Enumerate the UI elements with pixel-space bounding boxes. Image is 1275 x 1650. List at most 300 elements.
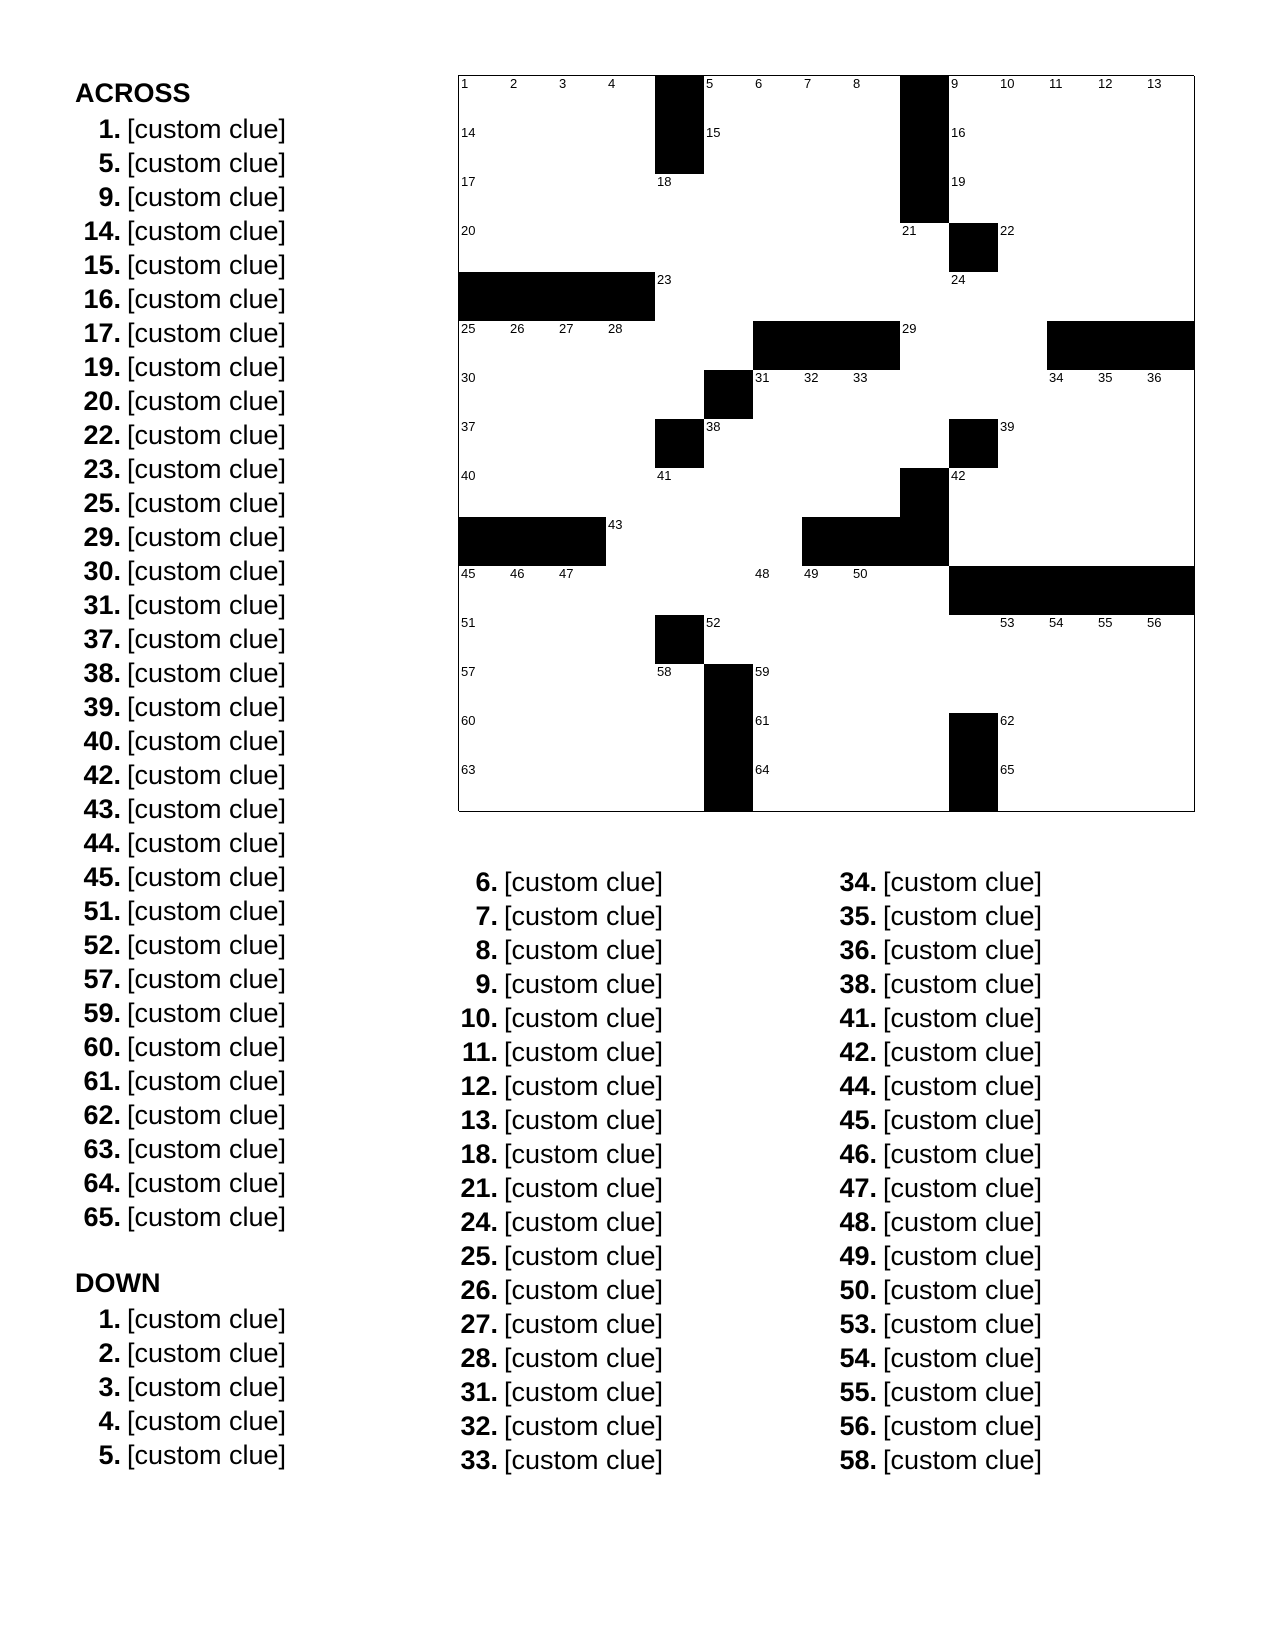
down-clue-12 xyxy=(446,1069,663,1103)
clue-text: [custom clue] xyxy=(127,216,287,246)
cell-number: 52 xyxy=(706,615,721,630)
grid-cell[interactable] xyxy=(802,664,852,714)
grid-cell[interactable] xyxy=(655,762,705,812)
across-clue-1 xyxy=(75,112,286,146)
grid-cell[interactable] xyxy=(508,664,558,714)
grid-cell[interactable] xyxy=(508,419,558,469)
grid-cell[interactable] xyxy=(900,321,950,371)
grid-cell[interactable] xyxy=(851,468,901,518)
clue-number: 19. xyxy=(83,352,121,382)
clue-text: [custom clue] xyxy=(127,318,287,348)
clue-number: 51. xyxy=(83,896,121,926)
cell-number: 55 xyxy=(1098,615,1113,630)
grid-cell[interactable] xyxy=(557,321,607,371)
grid-cell[interactable] xyxy=(998,419,1048,469)
grid-cell[interactable] xyxy=(1096,174,1146,224)
grid-cell[interactable] xyxy=(1047,174,1097,224)
grid-cell[interactable] xyxy=(508,762,558,812)
grid-cell[interactable] xyxy=(998,174,1048,224)
cell-number: 58 xyxy=(657,664,672,679)
grid-cell[interactable] xyxy=(802,566,852,616)
grid-cell[interactable] xyxy=(557,762,607,812)
grid-cell[interactable] xyxy=(459,615,509,665)
grid-cell[interactable] xyxy=(704,223,754,273)
grid-cell[interactable] xyxy=(900,713,950,763)
grid-cell[interactable] xyxy=(900,272,950,322)
grid-cell[interactable] xyxy=(998,517,1048,567)
grid-cell[interactable] xyxy=(606,762,656,812)
clue-number: 58. xyxy=(839,1445,877,1475)
cell-number: 40 xyxy=(461,468,476,483)
clue-number: 53. xyxy=(839,1309,877,1339)
grid-cell[interactable] xyxy=(459,76,509,126)
grid-cell[interactable] xyxy=(949,664,999,714)
grid-cell[interactable] xyxy=(753,713,803,763)
clue-number: 22. xyxy=(83,420,121,450)
grid-cell[interactable] xyxy=(851,566,901,616)
grid-cell[interactable] xyxy=(655,223,705,273)
cell-number: 53 xyxy=(1000,615,1015,630)
clue-number: 33. xyxy=(460,1445,498,1475)
clue-text: [custom clue] xyxy=(883,1309,1043,1339)
grid-cell[interactable] xyxy=(508,615,558,665)
grid-cell[interactable] xyxy=(802,76,852,126)
grid-cell[interactable] xyxy=(998,76,1048,126)
black-square xyxy=(704,713,754,763)
grid-cell[interactable] xyxy=(802,174,852,224)
down-clue-5 xyxy=(75,1438,286,1472)
grid-cell[interactable] xyxy=(704,272,754,322)
grid-cell[interactable] xyxy=(753,223,803,273)
grid-cell[interactable] xyxy=(508,713,558,763)
grid-cell[interactable] xyxy=(753,370,803,420)
cell-number: 43 xyxy=(608,517,623,532)
grid-cell[interactable] xyxy=(704,125,754,175)
grid-cell[interactable] xyxy=(998,272,1048,322)
grid-cell[interactable] xyxy=(900,664,950,714)
grid-cell[interactable] xyxy=(753,615,803,665)
grid-cell[interactable] xyxy=(1145,419,1195,469)
clue-number: 54. xyxy=(839,1343,877,1373)
grid-cell[interactable] xyxy=(851,419,901,469)
grid-cell[interactable] xyxy=(704,321,754,371)
clue-number: 49. xyxy=(839,1241,877,1271)
grid-cell[interactable] xyxy=(949,468,999,518)
across-clue-38 xyxy=(75,656,286,690)
clue-number: 63. xyxy=(83,1134,121,1164)
grid-cell[interactable] xyxy=(998,762,1048,812)
grid-cell[interactable] xyxy=(802,419,852,469)
cell-number: 11 xyxy=(1049,76,1063,91)
grid-cell[interactable] xyxy=(753,174,803,224)
grid-cell[interactable] xyxy=(949,174,999,224)
grid-cell[interactable] xyxy=(704,174,754,224)
grid-cell[interactable] xyxy=(557,419,607,469)
grid-cell[interactable] xyxy=(1096,517,1146,567)
grid-cell[interactable] xyxy=(802,713,852,763)
grid-cell[interactable] xyxy=(998,321,1048,371)
grid-cell[interactable] xyxy=(802,468,852,518)
grid-cell[interactable] xyxy=(949,615,999,665)
clue-text: [custom clue] xyxy=(127,386,287,416)
grid-cell[interactable] xyxy=(753,468,803,518)
grid-cell[interactable] xyxy=(1096,272,1146,322)
grid-cell[interactable] xyxy=(998,713,1048,763)
grid-cell[interactable] xyxy=(557,664,607,714)
grid-cell[interactable] xyxy=(508,125,558,175)
grid-cell[interactable] xyxy=(1145,762,1195,812)
clue-text: [custom clue] xyxy=(127,1304,287,1334)
across-clue-5 xyxy=(75,146,286,180)
clue-number: 11. xyxy=(461,1037,498,1067)
grid-cell[interactable] xyxy=(655,517,705,567)
grid-cell[interactable] xyxy=(459,370,509,420)
grid-cell[interactable] xyxy=(753,76,803,126)
grid-cell[interactable] xyxy=(1145,468,1195,518)
down-clue-26 xyxy=(446,1273,663,1307)
grid-cell[interactable] xyxy=(753,762,803,812)
cell-number: 20 xyxy=(461,223,476,238)
grid-cell[interactable] xyxy=(851,664,901,714)
clue-text: [custom clue] xyxy=(504,1343,664,1373)
grid-cell[interactable] xyxy=(802,272,852,322)
grid-cell[interactable] xyxy=(606,713,656,763)
grid-cell[interactable] xyxy=(753,664,803,714)
grid-cell[interactable] xyxy=(802,125,852,175)
grid-cell[interactable] xyxy=(704,76,754,126)
grid-cell[interactable] xyxy=(606,517,656,567)
grid-cell[interactable] xyxy=(1096,76,1146,126)
cell-number: 63 xyxy=(461,762,476,777)
grid-cell[interactable] xyxy=(508,566,558,616)
clue-number: 9. xyxy=(98,182,121,212)
clue-text: [custom clue] xyxy=(127,692,287,722)
grid-cell[interactable] xyxy=(1047,664,1097,714)
grid-cell[interactable] xyxy=(1145,615,1195,665)
black-square xyxy=(459,272,509,322)
clue-text: [custom clue] xyxy=(127,998,287,1028)
grid-cell[interactable] xyxy=(949,272,999,322)
clue-number: 65. xyxy=(83,1202,121,1232)
grid-cell[interactable] xyxy=(459,713,509,763)
grid-cell[interactable] xyxy=(1047,76,1097,126)
cell-number: 12 xyxy=(1098,76,1113,91)
cell-number: 35 xyxy=(1098,370,1113,385)
grid-cell[interactable] xyxy=(802,370,852,420)
clue-number: 31. xyxy=(460,1377,498,1407)
down-clue-24 xyxy=(446,1205,663,1239)
clue-number: 36. xyxy=(839,935,877,965)
grid-cell[interactable] xyxy=(557,174,607,224)
grid-cell[interactable] xyxy=(459,223,509,273)
down-clue-44 xyxy=(825,1069,1042,1103)
grid-cell[interactable] xyxy=(1047,615,1097,665)
grid-cell[interactable] xyxy=(606,223,656,273)
grid-cell[interactable] xyxy=(606,370,656,420)
cell-number: 24 xyxy=(951,272,966,287)
cell-number: 13 xyxy=(1147,76,1162,91)
grid-cell[interactable] xyxy=(655,713,705,763)
clue-text: [custom clue] xyxy=(127,658,287,688)
clue-text: [custom clue] xyxy=(504,1309,664,1339)
grid-cell[interactable] xyxy=(1047,125,1097,175)
across-clue-31 xyxy=(75,588,286,622)
grid-cell[interactable] xyxy=(508,370,558,420)
grid-cell[interactable] xyxy=(998,664,1048,714)
cell-number: 62 xyxy=(1000,713,1015,728)
grid-cell[interactable] xyxy=(1096,468,1146,518)
grid-cell[interactable] xyxy=(900,762,950,812)
grid-cell[interactable] xyxy=(655,174,705,224)
across-clue-9 xyxy=(75,180,286,214)
grid-cell[interactable] xyxy=(1096,370,1146,420)
grid-cell[interactable] xyxy=(851,762,901,812)
down-clue-13 xyxy=(446,1103,663,1137)
clue-text: [custom clue] xyxy=(127,352,287,382)
grid-cell[interactable] xyxy=(557,125,607,175)
grid-cell[interactable] xyxy=(606,76,656,126)
grid-cell[interactable] xyxy=(606,321,656,371)
grid-cell[interactable] xyxy=(508,468,558,518)
grid-cell[interactable] xyxy=(802,223,852,273)
grid-cell[interactable] xyxy=(1047,370,1097,420)
grid-cell[interactable] xyxy=(1096,125,1146,175)
grid-cell[interactable] xyxy=(459,125,509,175)
grid-cell[interactable] xyxy=(753,419,803,469)
clue-text: [custom clue] xyxy=(504,1003,664,1033)
clue-text: [custom clue] xyxy=(504,1207,664,1237)
cell-number: 54 xyxy=(1049,615,1064,630)
grid-cell[interactable] xyxy=(1145,664,1195,714)
grid-cell[interactable] xyxy=(459,762,509,812)
down-clue-27 xyxy=(446,1307,663,1341)
grid-cell[interactable] xyxy=(998,370,1048,420)
across-heading: ACROSS xyxy=(75,78,191,108)
across-clue-25 xyxy=(75,486,286,520)
grid-cell[interactable] xyxy=(1047,468,1097,518)
grid-cell[interactable] xyxy=(1096,223,1146,273)
grid-cell[interactable] xyxy=(1145,272,1195,322)
grid-cell[interactable] xyxy=(655,664,705,714)
grid-cell[interactable] xyxy=(1145,174,1195,224)
grid-cell[interactable] xyxy=(949,517,999,567)
grid-cell[interactable] xyxy=(557,468,607,518)
grid-cell[interactable] xyxy=(1145,713,1195,763)
grid-cell[interactable] xyxy=(998,223,1048,273)
grid-cell[interactable] xyxy=(900,615,950,665)
black-square xyxy=(900,76,950,126)
grid-cell[interactable] xyxy=(704,517,754,567)
grid-cell[interactable] xyxy=(606,468,656,518)
grid-cell[interactable] xyxy=(655,272,705,322)
grid-cell[interactable] xyxy=(900,370,950,420)
clue-number: 26. xyxy=(460,1275,498,1305)
clue-number: 44. xyxy=(83,828,121,858)
grid-cell[interactable] xyxy=(1145,517,1195,567)
grid-cell[interactable] xyxy=(655,468,705,518)
grid-cell[interactable] xyxy=(606,566,656,616)
clue-number: 38. xyxy=(839,969,877,999)
down-clue-38 xyxy=(825,967,1042,1001)
grid-cell[interactable] xyxy=(606,419,656,469)
clue-text: [custom clue] xyxy=(127,1338,287,1368)
grid-cell[interactable] xyxy=(655,566,705,616)
black-square xyxy=(949,713,999,763)
cell-number: 9 xyxy=(951,76,959,91)
cell-number: 18 xyxy=(657,174,672,189)
cell-number: 57 xyxy=(461,664,476,679)
grid-cell[interactable] xyxy=(753,272,803,322)
grid-cell[interactable] xyxy=(459,566,509,616)
clue-text: [custom clue] xyxy=(127,454,287,484)
cell-number: 23 xyxy=(657,272,672,287)
clue-text: [custom clue] xyxy=(127,1134,287,1164)
grid-cell[interactable] xyxy=(606,174,656,224)
grid-cell[interactable] xyxy=(851,125,901,175)
grid-cell[interactable] xyxy=(704,468,754,518)
clue-number: 4. xyxy=(98,1406,121,1436)
grid-cell[interactable] xyxy=(557,76,607,126)
grid-cell[interactable] xyxy=(998,615,1048,665)
black-square xyxy=(655,76,705,126)
grid-cell[interactable] xyxy=(851,272,901,322)
grid-cell[interactable] xyxy=(508,76,558,126)
clue-number: 48. xyxy=(839,1207,877,1237)
grid-cell[interactable] xyxy=(851,174,901,224)
grid-cell[interactable] xyxy=(557,713,607,763)
down-clue-49 xyxy=(825,1239,1042,1273)
grid-cell[interactable] xyxy=(1047,762,1097,812)
cell-number: 65 xyxy=(1000,762,1015,777)
grid-cell[interactable] xyxy=(508,223,558,273)
clue-number: 61. xyxy=(83,1066,121,1096)
clue-text: [custom clue] xyxy=(127,1168,287,1198)
grid-cell[interactable] xyxy=(998,125,1048,175)
grid-cell[interactable] xyxy=(655,321,705,371)
grid-cell[interactable] xyxy=(606,125,656,175)
down-clue-46 xyxy=(825,1137,1042,1171)
grid-cell[interactable] xyxy=(900,223,950,273)
clue-text: [custom clue] xyxy=(127,250,287,280)
grid-cell[interactable] xyxy=(1145,223,1195,273)
grid-cell[interactable] xyxy=(557,566,607,616)
grid-cell[interactable] xyxy=(459,321,509,371)
grid-cell[interactable] xyxy=(949,125,999,175)
grid-cell[interactable] xyxy=(851,223,901,273)
grid-cell[interactable] xyxy=(459,468,509,518)
grid-cell[interactable] xyxy=(606,664,656,714)
black-square xyxy=(802,321,852,371)
cell-number: 42 xyxy=(951,468,966,483)
grid-cell[interactable] xyxy=(851,713,901,763)
down-clue-25 xyxy=(446,1239,663,1273)
down-clue-8 xyxy=(446,933,663,967)
clue-number: 3. xyxy=(98,1372,121,1402)
grid-cell[interactable] xyxy=(1096,615,1146,665)
grid-cell[interactable] xyxy=(802,762,852,812)
cell-number: 27 xyxy=(559,321,574,336)
clue-text: [custom clue] xyxy=(504,867,664,897)
grid-cell[interactable] xyxy=(704,419,754,469)
grid-cell[interactable] xyxy=(753,517,803,567)
across-clue-44 xyxy=(75,826,286,860)
down-clue-11 xyxy=(446,1035,663,1069)
grid-cell[interactable] xyxy=(949,370,999,420)
grid-cell[interactable] xyxy=(802,615,852,665)
grid-cell[interactable] xyxy=(459,174,509,224)
grid-cell[interactable] xyxy=(606,615,656,665)
down-clue-48 xyxy=(825,1205,1042,1239)
clue-number: 55. xyxy=(839,1377,877,1407)
black-square xyxy=(704,762,754,812)
grid-cell[interactable] xyxy=(557,615,607,665)
grid-cell[interactable] xyxy=(949,321,999,371)
clue-number: 8. xyxy=(475,935,498,965)
grid-cell[interactable] xyxy=(851,76,901,126)
down-clue-list-col2 xyxy=(446,865,663,1477)
clue-text: [custom clue] xyxy=(883,1173,1043,1203)
grid-cell[interactable] xyxy=(851,370,901,420)
grid-cell[interactable] xyxy=(998,468,1048,518)
cell-number: 59 xyxy=(755,664,770,679)
grid-cell[interactable] xyxy=(900,419,950,469)
grid-cell[interactable] xyxy=(1145,370,1195,420)
grid-cell[interactable] xyxy=(1047,713,1097,763)
grid-cell[interactable] xyxy=(1145,125,1195,175)
clue-text: [custom clue] xyxy=(127,556,287,586)
grid-cell[interactable] xyxy=(753,125,803,175)
grid-cell[interactable] xyxy=(459,419,509,469)
grid-cell[interactable] xyxy=(1047,223,1097,273)
grid-cell[interactable] xyxy=(1096,762,1146,812)
grid-cell[interactable] xyxy=(753,566,803,616)
grid-cell[interactable] xyxy=(949,76,999,126)
grid-cell[interactable] xyxy=(1096,713,1146,763)
clue-text: [custom clue] xyxy=(504,1173,664,1203)
grid-cell[interactable] xyxy=(704,615,754,665)
down-clue-2 xyxy=(75,1336,286,1370)
grid-cell[interactable] xyxy=(557,370,607,420)
black-square xyxy=(900,517,950,567)
clue-number: 7. xyxy=(475,901,498,931)
grid-cell[interactable] xyxy=(851,615,901,665)
black-square xyxy=(949,223,999,273)
across-clue-15 xyxy=(75,248,286,282)
cell-number: 38 xyxy=(706,419,721,434)
grid-cell[interactable] xyxy=(1096,419,1146,469)
down-clue-50 xyxy=(825,1273,1042,1307)
grid-cell[interactable] xyxy=(900,566,950,616)
grid-cell[interactable] xyxy=(1047,517,1097,567)
clue-text: [custom clue] xyxy=(127,794,287,824)
grid-cell[interactable] xyxy=(704,566,754,616)
cell-number: 44 xyxy=(902,517,917,532)
grid-cell[interactable] xyxy=(1047,419,1097,469)
black-square xyxy=(1047,321,1097,371)
grid-cell[interactable] xyxy=(508,321,558,371)
grid-cell[interactable] xyxy=(557,223,607,273)
cell-number: 1 xyxy=(461,76,469,91)
down-clue-33 xyxy=(446,1443,663,1477)
grid-cell[interactable] xyxy=(1145,76,1195,126)
grid-cell[interactable] xyxy=(508,174,558,224)
grid-cell[interactable] xyxy=(1096,664,1146,714)
grid-cell[interactable] xyxy=(1047,272,1097,322)
clue-number: 35. xyxy=(839,901,877,931)
grid-cell[interactable] xyxy=(655,370,705,420)
across-clue-42 xyxy=(75,758,286,792)
grid-cell[interactable] xyxy=(459,664,509,714)
